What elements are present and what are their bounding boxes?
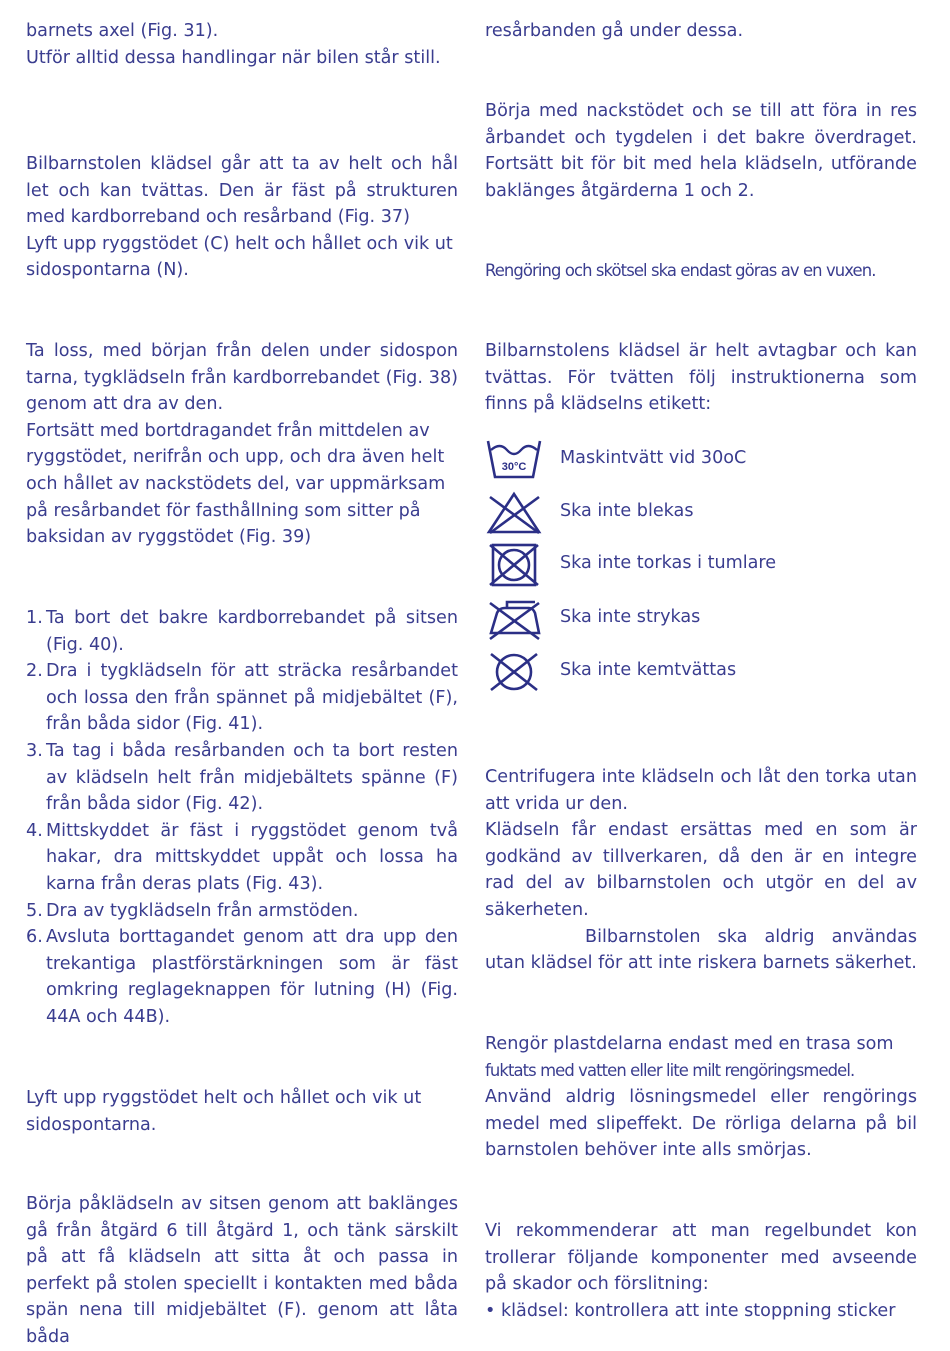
inspection-recommendation (485, 1218, 917, 1324)
paragraph: Bilbarnstolens klädsel är helt avtagbar och kan tvättas. För tvätten följ instruktionerna som finns på klädselns etikett: (485, 341, 917, 415)
paragraph: Använd aldrig lösningsmedel eller rengörings medel med slipeffekt. De rörliga delarna på bil barnstolen behöver inte alls smörjas. (485, 1087, 917, 1161)
paragraph: fuktats med vatten eller lite milt rengöringsmedel. (485, 1060, 855, 1080)
step-text: Ta tag i båda resårbanden och ta bort resten av klädseln helt från midjebältets spänne (F) från båda sidor (Fig. 42). (46, 740, 458, 815)
warning-paragraph (485, 924, 917, 977)
do-not-bleach-icon (485, 491, 545, 535)
paragraph: Rengöring och skötsel ska endast göras av en vuxen. (485, 261, 876, 280)
step-text: Mittskyddet är fäst i ryggstödet genom två hakar, dra mittskyddet uppåt och lossa ha karna från deras plats (Fig. 43). (46, 820, 458, 894)
care-label: Ska inte strykas (560, 607, 701, 627)
step-number: 2. (26, 661, 43, 682)
paragraph: Utför alltid dessa handlingar när bilen står still. (26, 47, 441, 68)
cover-removal-intro (26, 151, 458, 284)
care-row-washing (485, 438, 917, 478)
left-intro-block (26, 18, 458, 71)
step-item (26, 924, 458, 1030)
step-item (26, 898, 458, 925)
backrest-cover-removal (26, 338, 458, 551)
step-text: Ta bort det bakre kardborrebandet på sitsen (Fig. 40). (46, 608, 458, 655)
care-label: Maskintvätt vid 30oC (560, 448, 747, 468)
paragraph: Vi rekommenderar att man regelbundet kon trollerar följande komponenter med avseende på skador och förslitning: (485, 1221, 917, 1295)
care-row-tumble (485, 543, 917, 583)
step-text: Dra i tygklädseln för att sträcka resårbandet och lossa den från spännet på midjebältet (F), från båda sidor (Fig. 41). (46, 661, 458, 735)
paragraph: Centrifugera inte klädseln och låt den torka utan att vrida ur den. (485, 767, 917, 814)
paragraph: Börja påklädseln av sitsen genom att baklänges gå från åtgärd 6 till åtgärd 1, och tänk särskilt på att få klädseln att sitta åt och passa in perfekt på stolen speciellt i kontakten med båda spän nena till midjebältet (F). genom att låta båda (26, 1194, 458, 1347)
step-number: 5. (26, 900, 43, 921)
paragraph: barnets axel (Fig. 31). (26, 21, 219, 41)
step-item (26, 818, 458, 898)
paragraph: Rengör plastdelarna endast med en trasa som (485, 1034, 894, 1054)
refit-intro (26, 1085, 458, 1138)
paragraph: resårbanden gå under dessa. (485, 21, 744, 41)
washing-30c-icon (485, 438, 545, 482)
step-number: 4. (26, 820, 43, 841)
step-number: 6. (26, 927, 43, 948)
step-text: Avsluta borttagandet genom att dra upp den trekantiga plastförstärkningen som är fäst omkring reglageknappen för lutning (H) (Fig. 44A och 44B). (46, 927, 458, 1027)
step-text: Dra av tygklädseln från armstöden. (46, 900, 359, 921)
do-not-tumble-dry-icon (485, 543, 545, 587)
cleaning-adult-note (485, 258, 917, 285)
paragraph: Lyft upp ryggstödet helt och hållet och vik ut sidospontarna. (26, 1088, 422, 1135)
step-item (26, 605, 458, 658)
paragraph: Klädseln får endast ersättas med en som är godkänd av tillverkaren, då den är en integre rad del av bilbarnstolen och utgör en del av säkerheten. (485, 820, 917, 920)
care-label: Ska inte kemtvättas (560, 660, 737, 680)
plastic-parts-cleaning (485, 1031, 917, 1164)
seat-cover-steps (26, 605, 458, 1031)
washable-cover-info (485, 338, 917, 418)
do-not-dry-clean-icon (485, 650, 545, 694)
do-not-iron-icon (485, 597, 545, 641)
step-item (26, 738, 458, 818)
step-item (26, 658, 458, 738)
right-intro-block (485, 18, 917, 45)
paragraph: Fortsätt med bortdragandet från mittdelen av ryggstödet, nerifrån och upp, och dra även helt och hållet av nackstödets del, var uppmärksam på resårbandet för fasthållning som sitter på baksidan av ryggstödet (Fig. 39) (26, 420, 446, 548)
paragraph: Lyft upp ryggstödet (C) helt och hållet och vik ut sidospontarna (N). (26, 233, 453, 281)
care-row-iron (485, 597, 917, 637)
warning-text: Bilbarnstolen ska aldrig användas utan klädsel för att inte riskera barnets säkerhet. (485, 926, 917, 974)
paragraph: Börja med nackstödet och se till att föra in res årbandet och tygdelen i det bakre överdraget. Fortsätt bit för bit med hela klädseln, utförande baklänges åtgärderna 1 och 2. (485, 101, 917, 201)
refit-instructions (26, 1191, 458, 1351)
paragraph: Ta loss, med början från delen under sidospon tarna, tygklädseln från kardborrebandet (Fig. 38) genom att dra av den. (26, 341, 458, 415)
paragraph: Bilbarnstolen klädsel går att ta av helt och hål let och kan tvättas. Den är fäst på strukturen med kardborreband och resårband (Fig. 37) (26, 154, 458, 228)
care-row-bleach (485, 491, 917, 531)
paragraph: • klädsel: kontrollera att inte stoppning sticker (485, 1300, 896, 1321)
care-label: Ska inte blekas (560, 501, 694, 521)
step-number: 3. (26, 740, 43, 761)
cover-refit-block (485, 98, 917, 204)
wash-temperature-label: 30°C (501, 461, 527, 473)
steps-list (26, 605, 458, 1031)
drying-and-replacement (485, 764, 917, 977)
step-number: 1. (26, 608, 43, 628)
care-label: Ska inte torkas i tumlare (560, 553, 777, 573)
care-row-dryclean (485, 650, 917, 690)
